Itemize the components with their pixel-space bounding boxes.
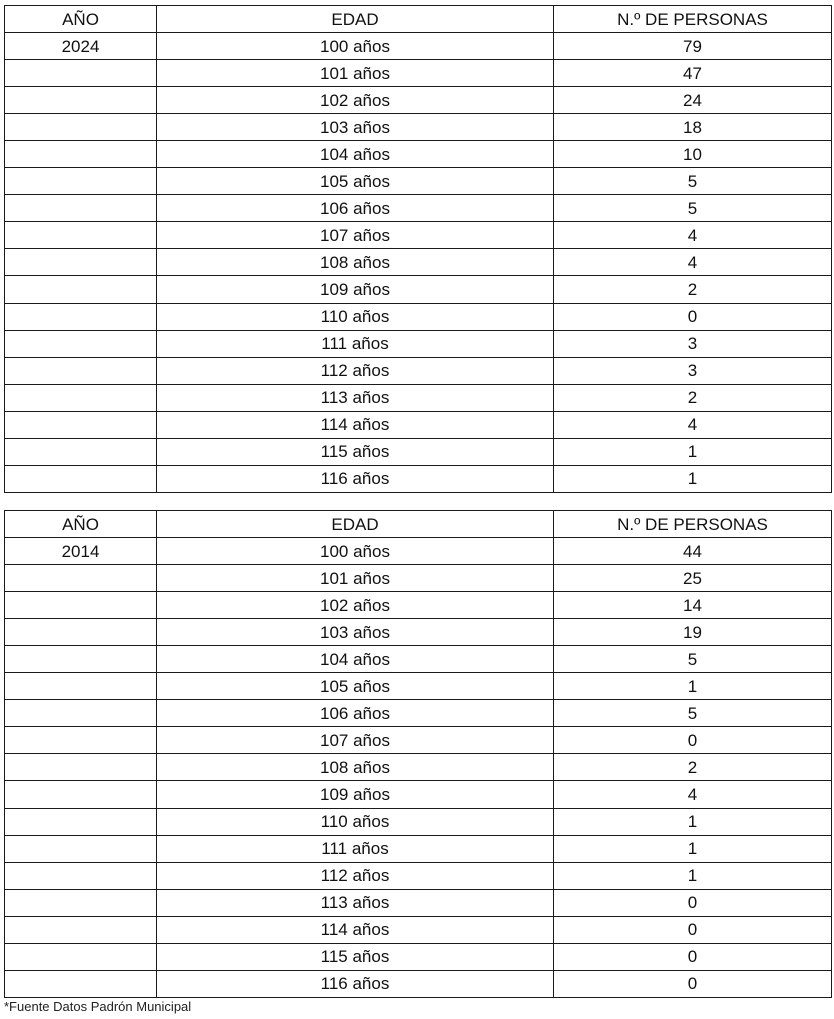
- table-row: [5, 249, 832, 276]
- cell-personas: 4: [554, 781, 832, 808]
- cell-edad: 103 años: [157, 114, 554, 141]
- cell-edad: 103 años: [157, 619, 554, 646]
- table-row: [5, 592, 832, 619]
- table-row: [5, 862, 832, 889]
- cell-edad: 115 años: [157, 438, 554, 465]
- cell-personas: 5: [554, 700, 832, 727]
- cell-personas: 3: [554, 330, 832, 357]
- table-body-2014: [5, 538, 832, 998]
- cell-personas: 0: [554, 916, 832, 943]
- table-row: [5, 970, 832, 997]
- cell-edad: 113 años: [157, 889, 554, 916]
- cell-ano: [5, 619, 157, 646]
- cell-personas: 44: [554, 538, 832, 565]
- header-personas: N.º DE PERSONAS: [554, 511, 832, 538]
- cell-personas: 1: [554, 862, 832, 889]
- table-row: [5, 465, 832, 492]
- cell-personas: 3: [554, 357, 832, 384]
- table-row: [5, 141, 832, 168]
- cell-ano: [5, 592, 157, 619]
- cell-edad: 109 años: [157, 781, 554, 808]
- cell-personas: 0: [554, 889, 832, 916]
- cell-personas: 0: [554, 970, 832, 997]
- table-row: [5, 889, 832, 916]
- header-edad: EDAD: [157, 511, 554, 538]
- table-row: [5, 330, 832, 357]
- cell-personas: 2: [554, 384, 832, 411]
- table-row: [5, 222, 832, 249]
- table-row: [5, 87, 832, 114]
- cell-ano: [5, 862, 157, 889]
- table-row: [5, 727, 832, 754]
- cell-edad: 116 años: [157, 465, 554, 492]
- cell-personas: 1: [554, 438, 832, 465]
- table-row: [5, 195, 832, 222]
- cell-ano: [5, 168, 157, 195]
- cell-edad: 104 años: [157, 141, 554, 168]
- cell-ano: [5, 438, 157, 465]
- cell-ano: [5, 700, 157, 727]
- cell-ano: [5, 465, 157, 492]
- table-row: [5, 808, 832, 835]
- cell-edad: 116 años: [157, 970, 554, 997]
- table-header-row: [5, 511, 832, 538]
- cell-edad: 102 años: [157, 592, 554, 619]
- cell-ano: [5, 808, 157, 835]
- table-row: [5, 384, 832, 411]
- cell-ano: [5, 781, 157, 808]
- cell-edad: 108 años: [157, 754, 554, 781]
- cell-edad: 105 años: [157, 673, 554, 700]
- cell-ano: 2024: [5, 33, 157, 60]
- cell-edad: 112 años: [157, 357, 554, 384]
- header-ano: AÑO: [5, 511, 157, 538]
- cell-ano: [5, 970, 157, 997]
- table-row: [5, 33, 832, 60]
- cell-personas: 47: [554, 60, 832, 87]
- cell-ano: [5, 835, 157, 862]
- table-row: [5, 916, 832, 943]
- cell-ano: [5, 249, 157, 276]
- cell-edad: 105 años: [157, 168, 554, 195]
- table-row: [5, 357, 832, 384]
- cell-ano: [5, 889, 157, 916]
- cell-edad: 102 años: [157, 87, 554, 114]
- cell-personas: 24: [554, 87, 832, 114]
- cell-edad: 114 años: [157, 916, 554, 943]
- cell-ano: [5, 754, 157, 781]
- cell-edad: 100 años: [157, 33, 554, 60]
- table-row: [5, 114, 832, 141]
- cell-personas: 2: [554, 754, 832, 781]
- cell-personas: 5: [554, 646, 832, 673]
- cell-ano: [5, 195, 157, 222]
- table-row: [5, 835, 832, 862]
- table-row: [5, 646, 832, 673]
- cell-edad: 110 años: [157, 303, 554, 330]
- cell-edad: 111 años: [157, 835, 554, 862]
- cell-personas: 10: [554, 141, 832, 168]
- table-row: [5, 168, 832, 195]
- header-personas: N.º DE PERSONAS: [554, 6, 832, 33]
- cell-personas: 25: [554, 565, 832, 592]
- cell-personas: 4: [554, 411, 832, 438]
- table-row: [5, 700, 832, 727]
- table-row: [5, 673, 832, 700]
- cell-ano: [5, 222, 157, 249]
- cell-personas: 79: [554, 33, 832, 60]
- cell-personas: 1: [554, 808, 832, 835]
- cell-edad: 115 años: [157, 943, 554, 970]
- table-row: [5, 565, 832, 592]
- cell-edad: 108 años: [157, 249, 554, 276]
- cell-personas: 0: [554, 303, 832, 330]
- cell-personas: 14: [554, 592, 832, 619]
- cell-edad: 107 años: [157, 222, 554, 249]
- table-2014: [4, 510, 832, 998]
- cell-ano: [5, 357, 157, 384]
- cell-ano: [5, 114, 157, 141]
- cell-personas: 1: [554, 673, 832, 700]
- table-row: [5, 411, 832, 438]
- cell-personas: 1: [554, 835, 832, 862]
- cell-personas: 2: [554, 276, 832, 303]
- cell-edad: 100 años: [157, 538, 554, 565]
- table-2024: [4, 5, 832, 493]
- source-footnote: *Fuente Datos Padrón Municipal: [4, 999, 192, 1014]
- cell-ano: [5, 411, 157, 438]
- cell-ano: [5, 141, 157, 168]
- table-body-2024: [5, 33, 832, 493]
- table-row: [5, 781, 832, 808]
- cell-ano: [5, 646, 157, 673]
- cell-ano: [5, 60, 157, 87]
- cell-personas: 4: [554, 249, 832, 276]
- table-header-row: [5, 6, 832, 33]
- cell-edad: 101 años: [157, 60, 554, 87]
- cell-ano: [5, 565, 157, 592]
- cell-personas: 5: [554, 195, 832, 222]
- table-row: [5, 276, 832, 303]
- cell-edad: 104 años: [157, 646, 554, 673]
- cell-personas: 0: [554, 727, 832, 754]
- table-row: [5, 60, 832, 87]
- cell-ano: [5, 330, 157, 357]
- cell-personas: 1: [554, 465, 832, 492]
- cell-edad: 106 años: [157, 195, 554, 222]
- cell-personas: 5: [554, 168, 832, 195]
- cell-ano: [5, 916, 157, 943]
- cell-ano: [5, 673, 157, 700]
- cell-edad: 106 años: [157, 700, 554, 727]
- cell-personas: 0: [554, 943, 832, 970]
- cell-edad: 101 años: [157, 565, 554, 592]
- cell-edad: 110 años: [157, 808, 554, 835]
- table-row: [5, 754, 832, 781]
- cell-edad: 114 años: [157, 411, 554, 438]
- cell-ano: [5, 384, 157, 411]
- table-row: [5, 943, 832, 970]
- cell-ano: [5, 303, 157, 330]
- cell-edad: 109 años: [157, 276, 554, 303]
- table-row: [5, 303, 832, 330]
- cell-ano: [5, 727, 157, 754]
- table-row: [5, 619, 832, 646]
- header-ano: AÑO: [5, 6, 157, 33]
- cell-ano: 2014: [5, 538, 157, 565]
- cell-ano: [5, 276, 157, 303]
- cell-ano: [5, 87, 157, 114]
- table-row: [5, 438, 832, 465]
- cell-edad: 113 años: [157, 384, 554, 411]
- cell-personas: 19: [554, 619, 832, 646]
- header-edad: EDAD: [157, 6, 554, 33]
- cell-edad: 111 años: [157, 330, 554, 357]
- cell-personas: 4: [554, 222, 832, 249]
- cell-ano: [5, 943, 157, 970]
- cell-edad: 107 años: [157, 727, 554, 754]
- cell-personas: 18: [554, 114, 832, 141]
- table-row: [5, 538, 832, 565]
- cell-edad: 112 años: [157, 862, 554, 889]
